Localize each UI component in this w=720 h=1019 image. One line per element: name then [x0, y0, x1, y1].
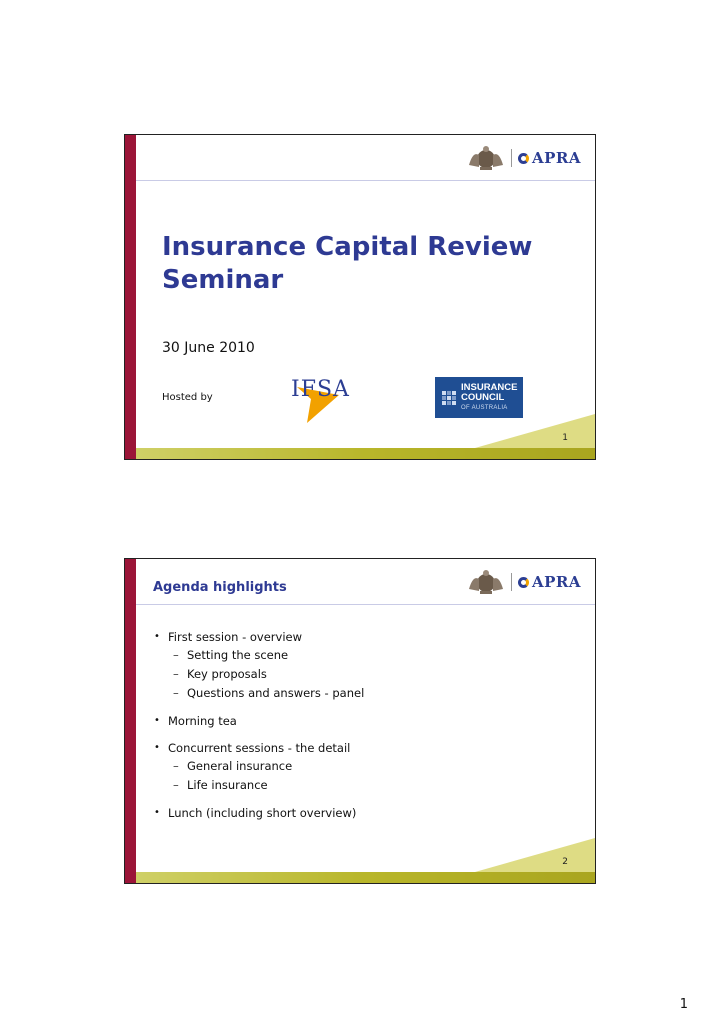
footer-corner-wedge: [475, 414, 595, 448]
agenda-subitem: – Questions and answers - panel: [168, 684, 364, 703]
agenda-subitem: – Key proposals: [168, 665, 364, 684]
agenda-item-text: Concurrent sessions - the detail: [168, 741, 351, 755]
slide-number: 1: [562, 433, 568, 443]
ica-line-3: OF AUSTRALIA: [461, 404, 508, 411]
apra-logo: [518, 149, 581, 167]
seminar-date: 30 June 2010: [162, 340, 255, 356]
ica-line-1: INSURANCE: [461, 381, 518, 393]
apra-logo: [518, 573, 581, 591]
title-line-2: Seminar: [162, 265, 284, 295]
agenda-item-text: First session - overview: [168, 630, 303, 644]
logo-separator: [511, 149, 512, 167]
slide-accent-bar: [125, 559, 136, 883]
ica-grid-icon: [442, 391, 456, 405]
agenda-item: [152, 804, 364, 822]
agenda-list: [152, 628, 364, 831]
ica-line-2: COUNCIL: [461, 391, 505, 403]
slide-title: [162, 231, 532, 297]
agenda-subitem: – Setting the scene: [168, 646, 364, 665]
header-logos: [467, 145, 581, 171]
slide-number: 2: [562, 857, 568, 867]
agenda-subitem: – Life insurance: [168, 776, 364, 795]
slide-1: [124, 134, 596, 460]
header-logos: [467, 569, 581, 595]
agenda-item-text: Lunch (including short overview): [168, 806, 357, 820]
ifsa-wordmark: IFSA: [291, 377, 350, 402]
agenda-item: [152, 739, 364, 795]
footer-band: [136, 448, 595, 459]
title-line-1: Insurance Capital Review: [162, 232, 533, 262]
logo-separator: [511, 573, 512, 591]
agenda-item: [152, 712, 364, 730]
insurance-council-logo: [435, 377, 523, 418]
agenda-sublist: [168, 757, 364, 795]
footer-band: [136, 872, 595, 883]
header-divider: [136, 604, 595, 605]
coat-of-arms-icon: [467, 145, 505, 171]
hosted-by-label: Hosted by: [162, 392, 213, 403]
page-number: 1: [679, 997, 688, 1012]
apra-wordmark: APRA: [531, 573, 581, 591]
footer-corner-wedge: [475, 838, 595, 872]
slide-title: Agenda highlights: [153, 580, 287, 595]
slide-accent-bar: [125, 135, 136, 459]
coat-of-arms-icon: [467, 569, 505, 595]
agenda-item-text: Morning tea: [168, 714, 237, 728]
apra-ring-icon: [518, 153, 529, 164]
agenda-subitem: – General insurance: [168, 757, 364, 776]
agenda-item: [152, 628, 364, 703]
slide-2: [124, 558, 596, 884]
apra-wordmark: APRA: [531, 149, 581, 167]
ifsa-logo: [291, 377, 353, 423]
header-divider: [136, 180, 595, 181]
agenda-sublist: [168, 646, 364, 703]
apra-ring-icon: [518, 577, 529, 588]
